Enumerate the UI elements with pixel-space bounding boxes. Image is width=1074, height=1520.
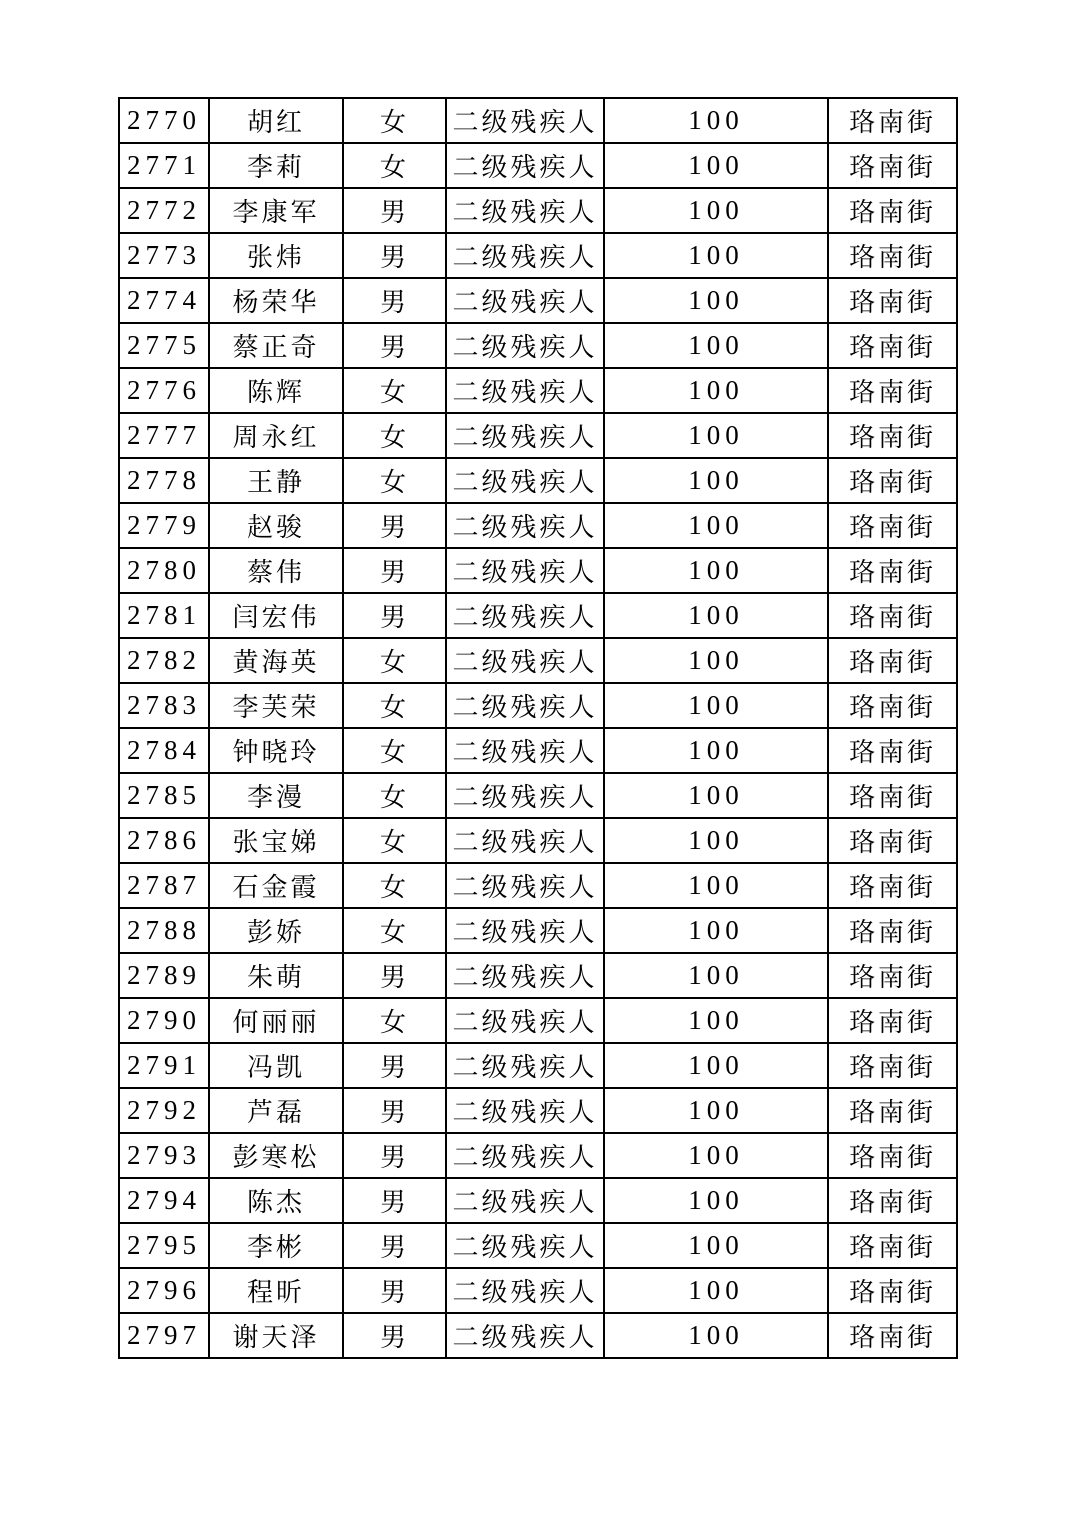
- amount-cell: 100: [604, 998, 828, 1043]
- amount-cell: 100: [604, 143, 828, 188]
- category-cell: 二级残疾人: [446, 548, 604, 593]
- category-cell: 二级残疾人: [446, 1088, 604, 1133]
- name-cell: 蔡正奇: [209, 323, 343, 368]
- table-row: [119, 953, 957, 998]
- table-row: [119, 1268, 957, 1313]
- name-cell: 芦磊: [209, 1088, 343, 1133]
- amount-cell: 100: [604, 1043, 828, 1088]
- name-cell: 张宝娣: [209, 818, 343, 863]
- gender-cell: 男: [343, 953, 446, 998]
- street-cell: 珞南街: [828, 593, 957, 638]
- street-cell: 珞南街: [828, 458, 957, 503]
- gender-cell: 男: [343, 548, 446, 593]
- table-row: [119, 1313, 957, 1358]
- category-cell: 二级残疾人: [446, 1178, 604, 1223]
- serial-cell: 2777: [119, 413, 209, 458]
- serial-cell: 2789: [119, 953, 209, 998]
- category-cell: 二级残疾人: [446, 908, 604, 953]
- street-cell: 珞南街: [828, 953, 957, 998]
- category-cell: 二级残疾人: [446, 863, 604, 908]
- amount-cell: 100: [604, 413, 828, 458]
- name-cell: 李康军: [209, 188, 343, 233]
- serial-cell: 2773: [119, 233, 209, 278]
- amount-cell: 100: [604, 458, 828, 503]
- table-row: [119, 1178, 957, 1223]
- category-cell: 二级残疾人: [446, 773, 604, 818]
- amount-cell: 100: [604, 908, 828, 953]
- amount-cell: 100: [604, 368, 828, 413]
- amount-cell: 100: [604, 233, 828, 278]
- table-row: [119, 413, 957, 458]
- category-cell: 二级残疾人: [446, 638, 604, 683]
- amount-cell: 100: [604, 818, 828, 863]
- street-cell: 珞南街: [828, 1088, 957, 1133]
- serial-cell: 2786: [119, 818, 209, 863]
- street-cell: 珞南街: [828, 683, 957, 728]
- name-cell: 陈杰: [209, 1178, 343, 1223]
- table-row: [119, 1223, 957, 1268]
- name-cell: 李彬: [209, 1223, 343, 1268]
- table-row: [119, 1043, 957, 1088]
- name-cell: 彭寒松: [209, 1133, 343, 1178]
- gender-cell: 女: [343, 998, 446, 1043]
- street-cell: 珞南街: [828, 1313, 957, 1358]
- amount-cell: 100: [604, 728, 828, 773]
- street-cell: 珞南街: [828, 278, 957, 323]
- serial-cell: 2794: [119, 1178, 209, 1223]
- street-cell: 珞南街: [828, 728, 957, 773]
- name-cell: 闫宏伟: [209, 593, 343, 638]
- category-cell: 二级残疾人: [446, 233, 604, 278]
- amount-cell: 100: [604, 1223, 828, 1268]
- table-row: [119, 818, 957, 863]
- table-row: [119, 458, 957, 503]
- amount-cell: 100: [604, 638, 828, 683]
- street-cell: 珞南街: [828, 773, 957, 818]
- category-cell: 二级残疾人: [446, 1043, 604, 1088]
- street-cell: 珞南街: [828, 233, 957, 278]
- category-cell: 二级残疾人: [446, 953, 604, 998]
- serial-cell: 2775: [119, 323, 209, 368]
- name-cell: 何丽丽: [209, 998, 343, 1043]
- table-row: [119, 233, 957, 278]
- category-cell: 二级残疾人: [446, 98, 604, 143]
- category-cell: 二级残疾人: [446, 728, 604, 773]
- gender-cell: 男: [343, 1178, 446, 1223]
- name-cell: 彭娇: [209, 908, 343, 953]
- gender-cell: 男: [343, 1313, 446, 1358]
- name-cell: 陈辉: [209, 368, 343, 413]
- table-row: [119, 188, 957, 233]
- serial-cell: 2785: [119, 773, 209, 818]
- amount-cell: 100: [604, 1268, 828, 1313]
- name-cell: 张炜: [209, 233, 343, 278]
- category-cell: 二级残疾人: [446, 143, 604, 188]
- category-cell: 二级残疾人: [446, 593, 604, 638]
- street-cell: 珞南街: [828, 1043, 957, 1088]
- table-row: [119, 1088, 957, 1133]
- gender-cell: 女: [343, 368, 446, 413]
- category-cell: 二级残疾人: [446, 1268, 604, 1313]
- serial-cell: 2782: [119, 638, 209, 683]
- street-cell: 珞南街: [828, 1133, 957, 1178]
- table-row: [119, 593, 957, 638]
- serial-cell: 2776: [119, 368, 209, 413]
- name-cell: 黄海英: [209, 638, 343, 683]
- street-cell: 珞南街: [828, 998, 957, 1043]
- serial-cell: 2793: [119, 1133, 209, 1178]
- category-cell: 二级残疾人: [446, 323, 604, 368]
- street-cell: 珞南街: [828, 323, 957, 368]
- category-cell: 二级残疾人: [446, 278, 604, 323]
- amount-cell: 100: [604, 1313, 828, 1358]
- serial-cell: 2796: [119, 1268, 209, 1313]
- table-row: [119, 503, 957, 548]
- name-cell: 杨荣华: [209, 278, 343, 323]
- gender-cell: 女: [343, 773, 446, 818]
- name-cell: 程昕: [209, 1268, 343, 1313]
- serial-cell: 2791: [119, 1043, 209, 1088]
- street-cell: 珞南街: [828, 413, 957, 458]
- amount-cell: 100: [604, 323, 828, 368]
- amount-cell: 100: [604, 1133, 828, 1178]
- serial-cell: 2788: [119, 908, 209, 953]
- serial-cell: 2787: [119, 863, 209, 908]
- gender-cell: 男: [343, 233, 446, 278]
- amount-cell: 100: [604, 278, 828, 323]
- category-cell: 二级残疾人: [446, 503, 604, 548]
- table-row: [119, 728, 957, 773]
- gender-cell: 女: [343, 98, 446, 143]
- gender-cell: 男: [343, 1043, 446, 1088]
- gender-cell: 男: [343, 188, 446, 233]
- table-row: [119, 98, 957, 143]
- serial-cell: 2780: [119, 548, 209, 593]
- table-row: [119, 1133, 957, 1178]
- table-row: [119, 773, 957, 818]
- category-cell: 二级残疾人: [446, 1133, 604, 1178]
- street-cell: 珞南街: [828, 863, 957, 908]
- category-cell: 二级残疾人: [446, 818, 604, 863]
- serial-cell: 2772: [119, 188, 209, 233]
- street-cell: 珞南街: [828, 98, 957, 143]
- gender-cell: 男: [343, 323, 446, 368]
- amount-cell: 100: [604, 593, 828, 638]
- gender-cell: 男: [343, 593, 446, 638]
- name-cell: 蔡伟: [209, 548, 343, 593]
- category-cell: 二级残疾人: [446, 998, 604, 1043]
- gender-cell: 女: [343, 728, 446, 773]
- street-cell: 珞南街: [828, 1178, 957, 1223]
- table-row: [119, 863, 957, 908]
- street-cell: 珞南街: [828, 908, 957, 953]
- street-cell: 珞南街: [828, 503, 957, 548]
- gender-cell: 女: [343, 818, 446, 863]
- name-cell: 朱萌: [209, 953, 343, 998]
- name-cell: 石金霞: [209, 863, 343, 908]
- gender-cell: 男: [343, 1133, 446, 1178]
- gender-cell: 男: [343, 503, 446, 548]
- serial-cell: 2779: [119, 503, 209, 548]
- name-cell: 李芙荣: [209, 683, 343, 728]
- name-cell: 谢天泽: [209, 1313, 343, 1358]
- serial-cell: 2790: [119, 998, 209, 1043]
- category-cell: 二级残疾人: [446, 413, 604, 458]
- table-row: [119, 908, 957, 953]
- amount-cell: 100: [604, 863, 828, 908]
- table-row: [119, 998, 957, 1043]
- amount-cell: 100: [604, 503, 828, 548]
- gender-cell: 女: [343, 143, 446, 188]
- street-cell: 珞南街: [828, 368, 957, 413]
- street-cell: 珞南街: [828, 818, 957, 863]
- amount-cell: 100: [604, 548, 828, 593]
- street-cell: 珞南街: [828, 1223, 957, 1268]
- beneficiary-table: [118, 97, 958, 1359]
- table-row: [119, 368, 957, 413]
- category-cell: 二级残疾人: [446, 188, 604, 233]
- name-cell: 周永红: [209, 413, 343, 458]
- amount-cell: 100: [604, 683, 828, 728]
- serial-cell: 2781: [119, 593, 209, 638]
- amount-cell: 100: [604, 1088, 828, 1133]
- street-cell: 珞南街: [828, 638, 957, 683]
- serial-cell: 2774: [119, 278, 209, 323]
- gender-cell: 男: [343, 1268, 446, 1313]
- amount-cell: 100: [604, 188, 828, 233]
- serial-cell: 2783: [119, 683, 209, 728]
- street-cell: 珞南街: [828, 143, 957, 188]
- amount-cell: 100: [604, 1178, 828, 1223]
- gender-cell: 女: [343, 908, 446, 953]
- name-cell: 胡红: [209, 98, 343, 143]
- gender-cell: 女: [343, 458, 446, 503]
- street-cell: 珞南街: [828, 548, 957, 593]
- name-cell: 钟晓玲: [209, 728, 343, 773]
- table-row: [119, 638, 957, 683]
- serial-cell: 2797: [119, 1313, 209, 1358]
- gender-cell: 男: [343, 1223, 446, 1268]
- name-cell: 李莉: [209, 143, 343, 188]
- serial-cell: 2784: [119, 728, 209, 773]
- gender-cell: 女: [343, 863, 446, 908]
- category-cell: 二级残疾人: [446, 1313, 604, 1358]
- table-row: [119, 548, 957, 593]
- serial-cell: 2778: [119, 458, 209, 503]
- gender-cell: 男: [343, 1088, 446, 1133]
- gender-cell: 女: [343, 638, 446, 683]
- serial-cell: 2770: [119, 98, 209, 143]
- street-cell: 珞南街: [828, 1268, 957, 1313]
- gender-cell: 女: [343, 683, 446, 728]
- serial-cell: 2771: [119, 143, 209, 188]
- serial-cell: 2795: [119, 1223, 209, 1268]
- table-row: [119, 278, 957, 323]
- category-cell: 二级残疾人: [446, 1223, 604, 1268]
- category-cell: 二级残疾人: [446, 368, 604, 413]
- category-cell: 二级残疾人: [446, 458, 604, 503]
- name-cell: 王静: [209, 458, 343, 503]
- street-cell: 珞南街: [828, 188, 957, 233]
- table-row: [119, 683, 957, 728]
- table-row: [119, 323, 957, 368]
- serial-cell: 2792: [119, 1088, 209, 1133]
- name-cell: 冯凯: [209, 1043, 343, 1088]
- name-cell: 李漫: [209, 773, 343, 818]
- gender-cell: 男: [343, 278, 446, 323]
- amount-cell: 100: [604, 953, 828, 998]
- category-cell: 二级残疾人: [446, 683, 604, 728]
- amount-cell: 100: [604, 773, 828, 818]
- amount-cell: 100: [604, 98, 828, 143]
- gender-cell: 女: [343, 413, 446, 458]
- table-row: [119, 143, 957, 188]
- name-cell: 赵骏: [209, 503, 343, 548]
